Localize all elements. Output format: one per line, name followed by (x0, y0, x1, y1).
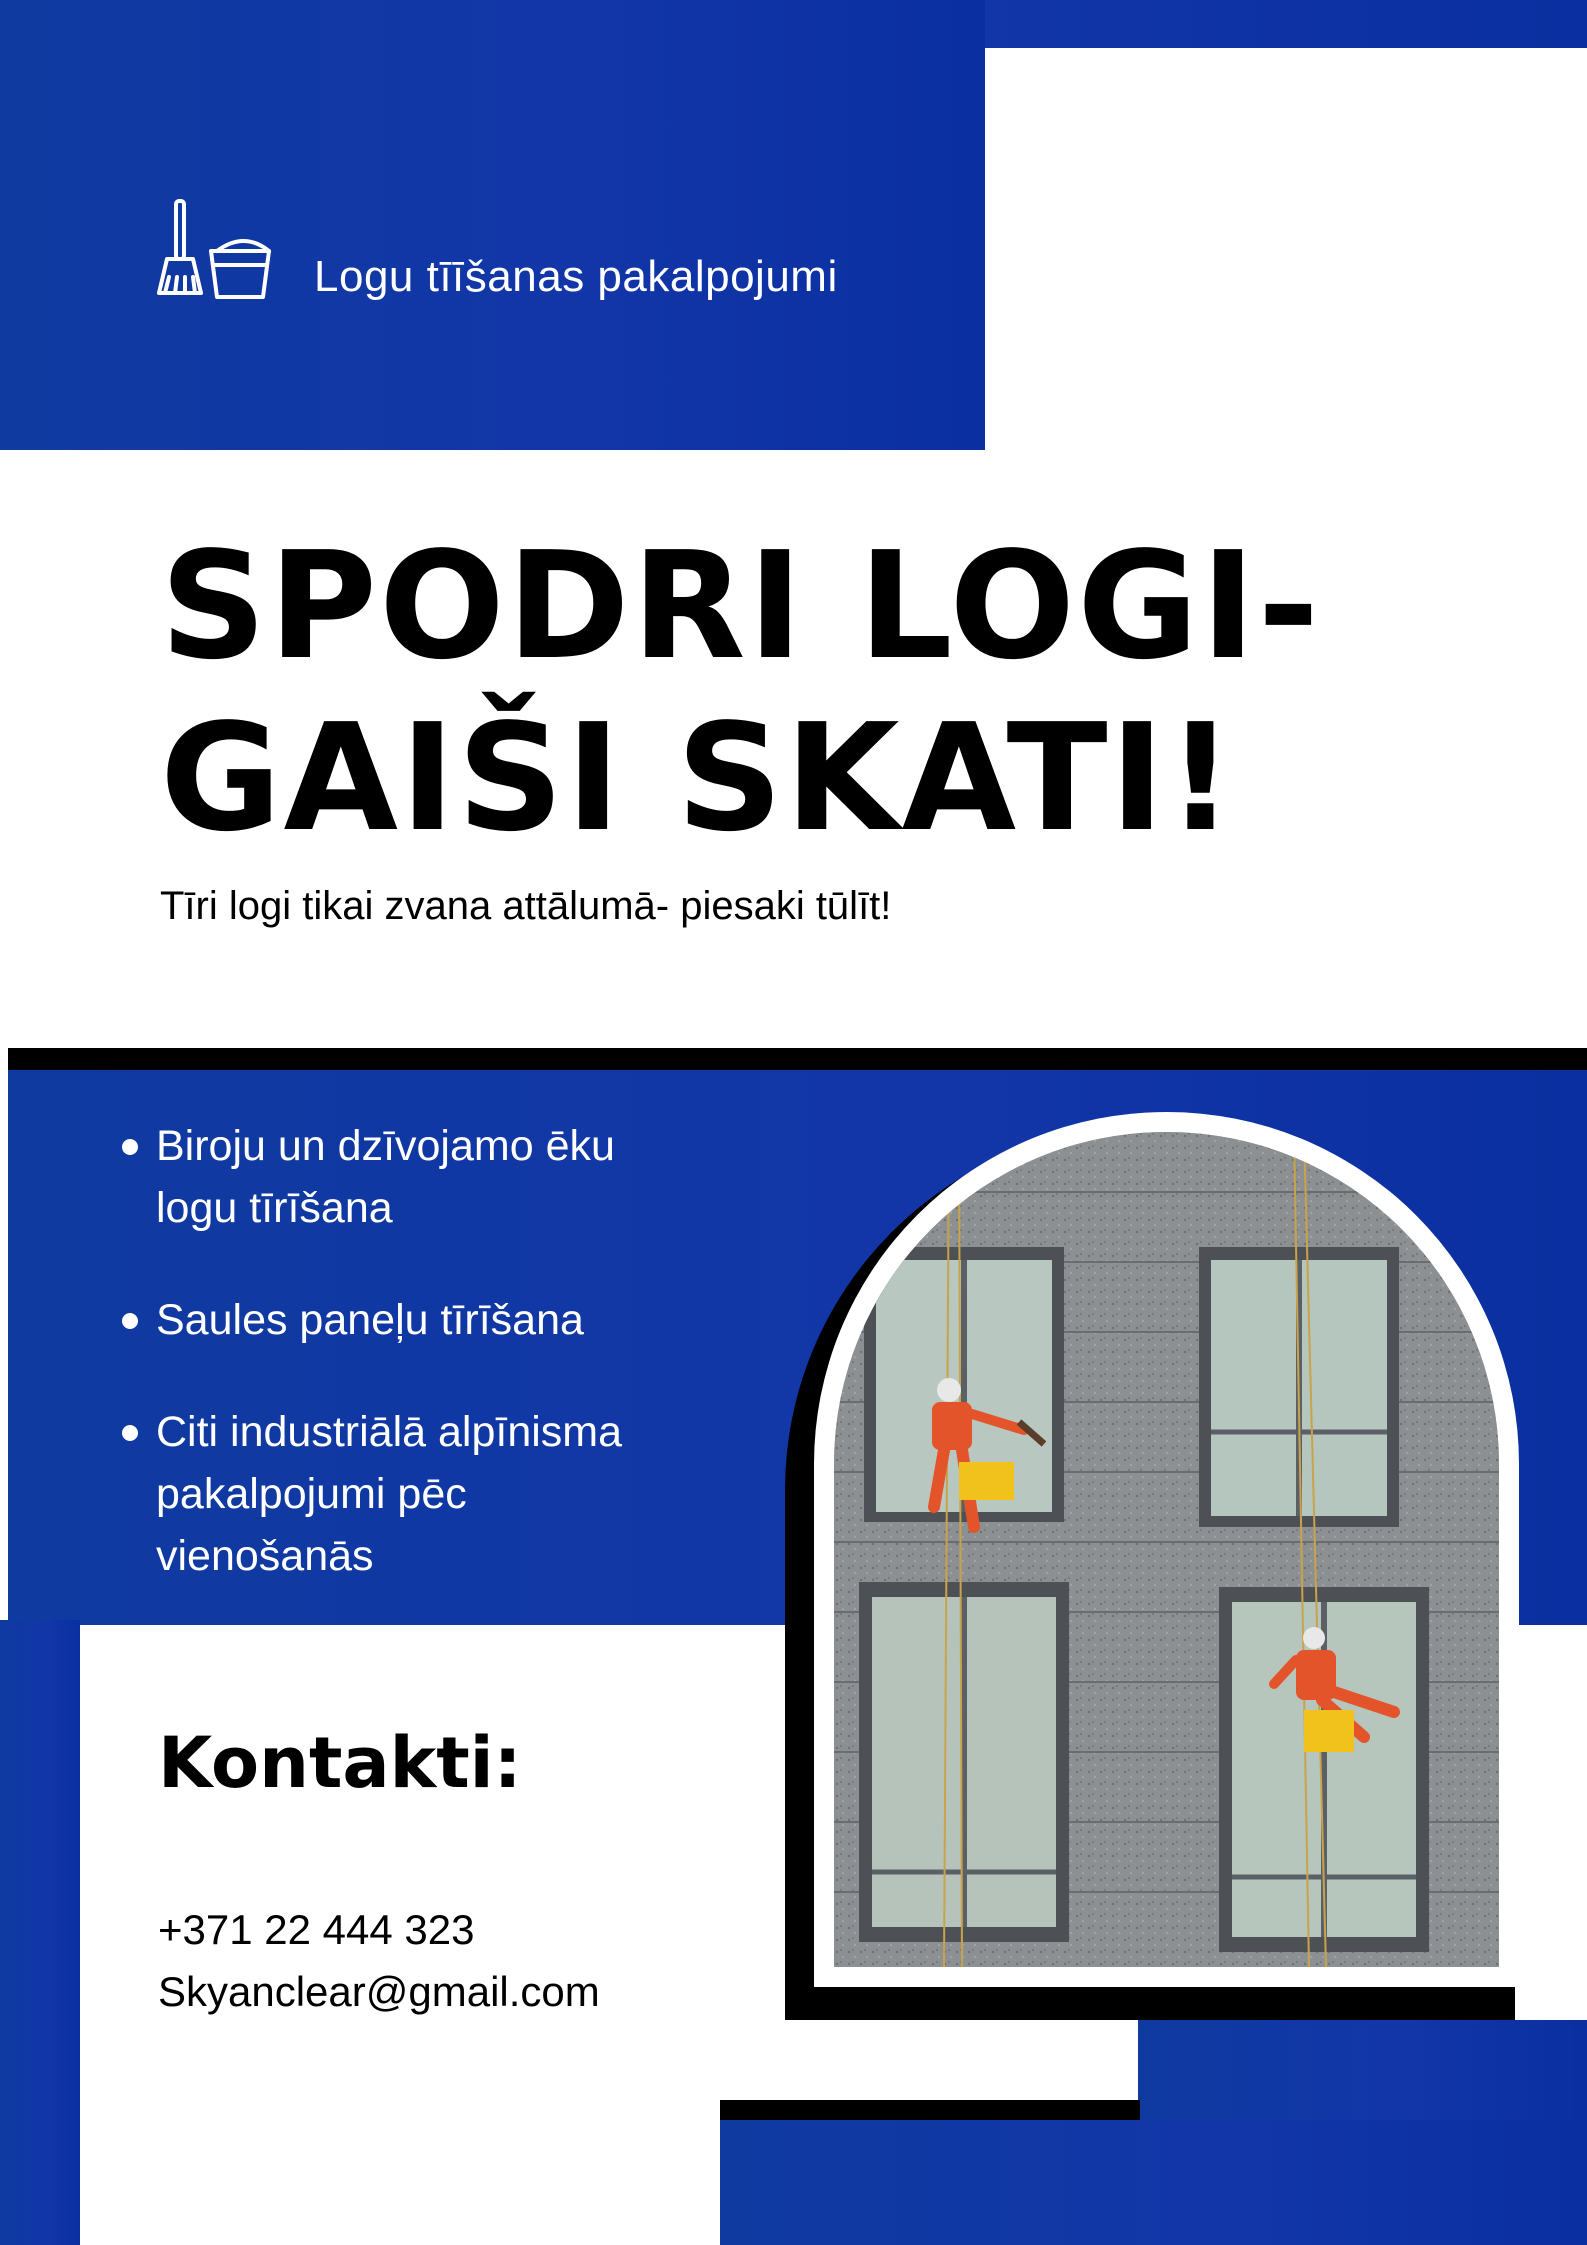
service-item (118, 1115, 622, 1239)
service-label: Saules paneļu tīrīšana (156, 1296, 584, 1344)
service-item (118, 1289, 622, 1351)
broom-bucket-icon (155, 195, 273, 313)
email-address[interactable]: Skyanclear@gmail.com (158, 1968, 600, 2015)
bullet-icon (122, 1139, 138, 1155)
headline (160, 520, 1321, 864)
bottom-divider-line (720, 2100, 1140, 2122)
brand-title: Logu tīīšanas pakalpojumi (314, 252, 838, 301)
services-list (118, 1115, 622, 1637)
tagline: Tīri logi tikai zvana attālumā- piesaki tūlīt! (160, 884, 892, 928)
bottom-block (720, 2120, 1587, 2245)
service-label: Biroju un dzīvojamo ēku logu tīrīšana (156, 1122, 615, 1232)
bullet-icon (122, 1313, 138, 1329)
divider-line (8, 1048, 1587, 1072)
headline-line-1: SPODRI LOGI- (160, 520, 1322, 692)
phone-number[interactable]: +371 22 444 323 (158, 1906, 475, 1953)
headline-line-2: GAIŠI SKATI! (160, 692, 1237, 864)
contacts-heading: Kontakti: (158, 1722, 522, 1804)
left-accent-strip (0, 1620, 80, 2245)
bullet-icon (122, 1425, 138, 1441)
window-cleaners-photo (834, 1132, 1499, 1967)
building-facade-illustration (834, 1132, 1499, 1967)
header-block (0, 0, 985, 450)
service-item (118, 1401, 622, 1587)
service-label: Citi industriālā alpīnisma pakalpojumi pēc vienošanās (156, 1408, 623, 1580)
